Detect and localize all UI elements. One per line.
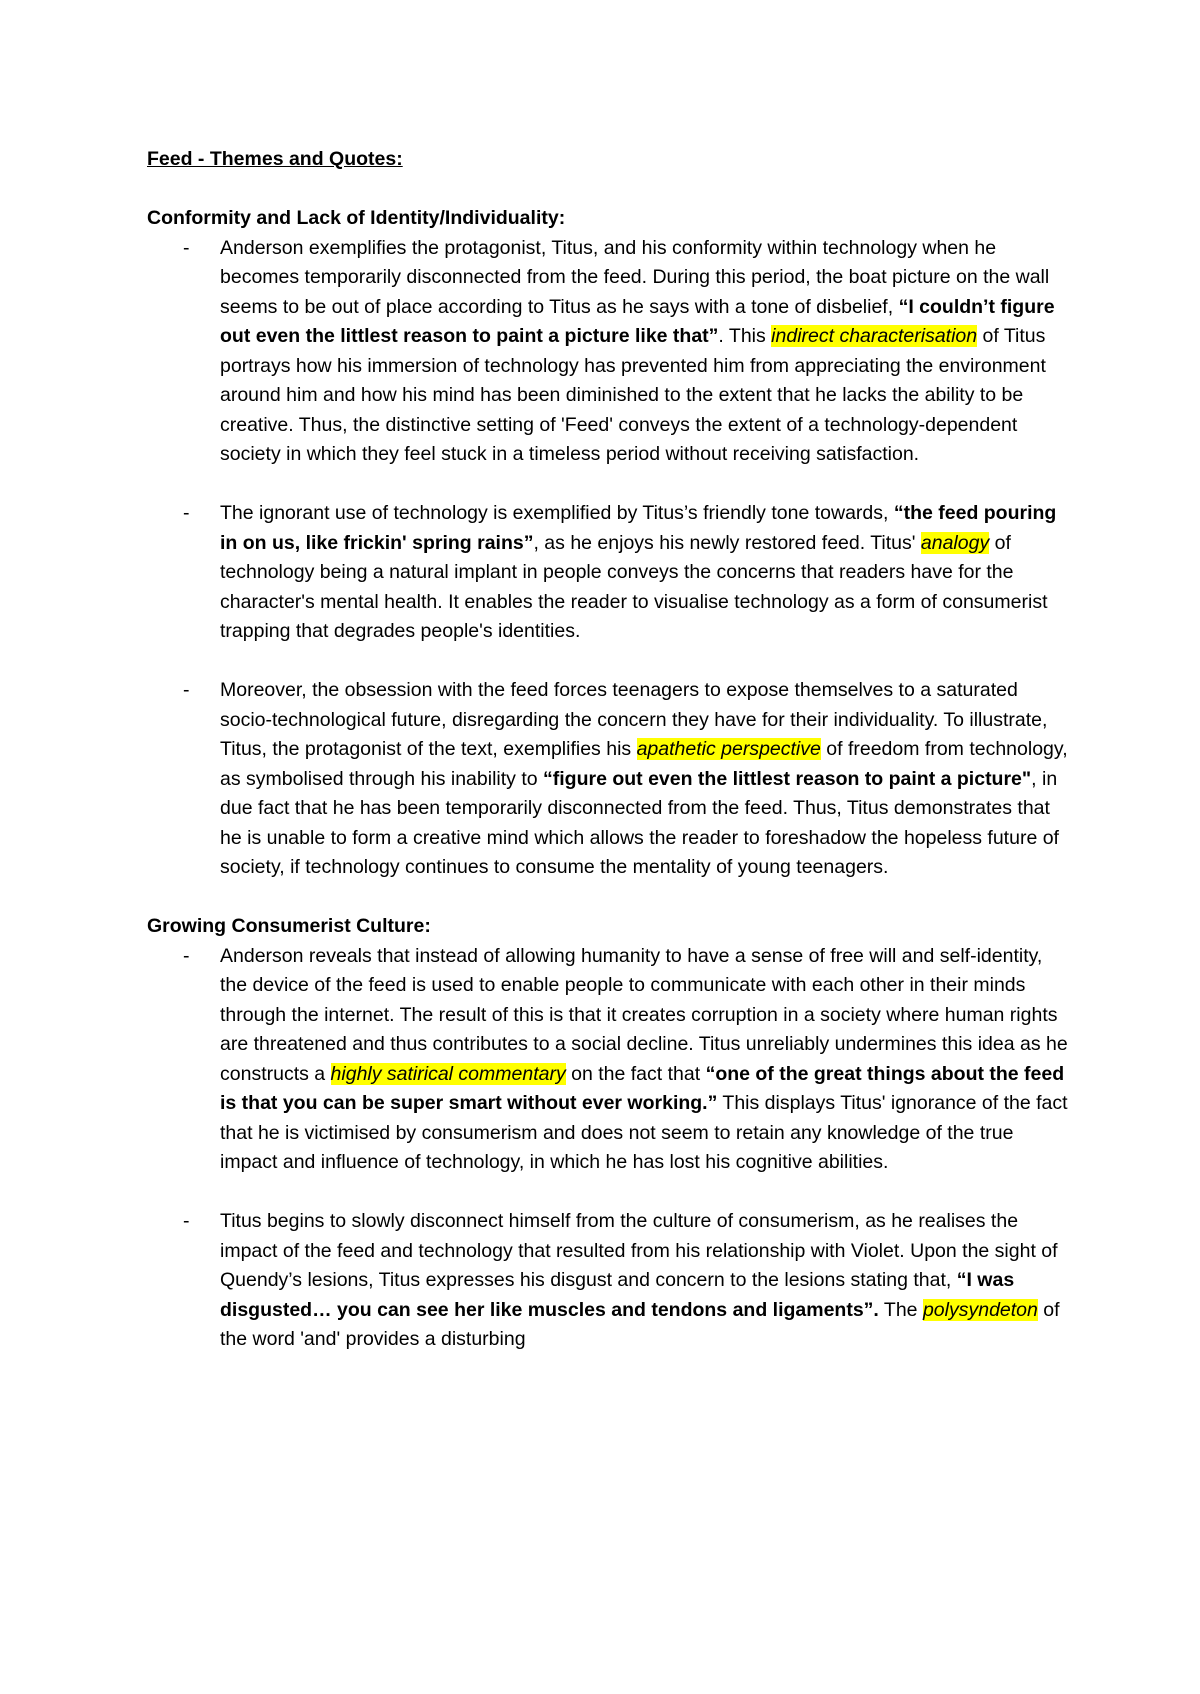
bullet-text: Titus begins to slowly disconnect himself from the culture of consumerism, as he realises the impact of the feed and technology that resulted from his relationship with Violet. Upon the sight of Quendy’s lesions, Titus expresses his disgust and concern to the lesions stating that, [220, 1210, 1058, 1291]
section-heading: Conformity and Lack of Identity/Individuality: [147, 207, 566, 229]
bold-quote: “I was disgusted… you can see her like muscles and tendons and ligaments”. [220, 1269, 1015, 1321]
bullet-marker: - [183, 236, 190, 259]
highlighted-term: indirect characterisation [771, 325, 978, 347]
bullet-text: Anderson reveals that instead of allowing humanity to have a sense of free will and self-identity, the device of the feed is used to enable people to communicate with each other in their minds through the internet. The result of this is that it creates corruption in a society where human rights are threatened and thus contributes to a social decline. Titus unreliably undermines this idea as he constructs a [220, 944, 1068, 1085]
section [147, 204, 1072, 883]
bold-quote: “I couldn’t figure out even the littlest reason to paint a picture like that” [220, 295, 1055, 347]
bullet-text: on the fact that [565, 1062, 706, 1085]
bullet-marker: - [183, 502, 190, 524]
bullet-text: , as he enjoys his newly restored feed. Titus' [533, 531, 921, 554]
bold-quote: “one of the great things about the feed is that you can be super smart without ever working.” [220, 1062, 1065, 1114]
bullet-text: . This [718, 325, 772, 347]
bold-quote: “the feed pouring in on us, like frickin' spring rains” [220, 502, 1057, 554]
bullet-text: This displays Titus' ignorance of the fact that he is victimised by consumerism and does not seem to retain any knowledge of the true impact and influence of technology, in which he has lost his cognitive abilities. [220, 1092, 1068, 1173]
document-title: Feed - Themes and Quotes: [147, 148, 403, 170]
section [147, 912, 1072, 1355]
bullet-text: of technology being a natural implant in people conveys the concerns that readers have for the character's mental health. It enables the reader to visualise technology as a form of consumerist trapping that degrades people's identities. [220, 531, 1048, 642]
bullet-list [147, 942, 1072, 1355]
bullet-marker: - [183, 944, 190, 967]
bullet-text: The ignorant use of technology is exemplified by Titus’s friendly tone towards, [220, 502, 894, 524]
section-heading: Growing Consumerist Culture: [147, 915, 431, 937]
sections-container [147, 204, 1072, 1355]
bullet-list [147, 234, 1072, 883]
highlighted-term: polysyndeton [922, 1298, 1038, 1321]
highlighted-term: highly satirical commentary [330, 1062, 566, 1085]
bullet-text: , in due fact that he has been temporarily disconnected from the feed. Thus, Titus demonstrates that he is unable to form a creative mind which allows the reader to foreshadow the hopeless future of society, if technology continues to consume the mentality of young teenagers. [220, 767, 1059, 878]
highlighted-term: analogy [920, 531, 990, 554]
bullet-text: of the word 'and' provides a disturbing [220, 1298, 1060, 1350]
bullet-item [147, 234, 1072, 470]
highlighted-term: apathetic perspective [636, 738, 821, 760]
bullet-text: The [878, 1298, 923, 1321]
bullet-text: Moreover, the obsession with the feed forces teenagers to expose themselves to a saturated socio-technological future, disregarding the concern they have for their individuality. To illustrate, Titus, the protagonist of the text, exemplifies his [220, 679, 1048, 760]
bullet-item [147, 942, 1072, 1178]
bullet-item [147, 676, 1072, 883]
bullet-item [147, 1207, 1072, 1355]
bullet-item [147, 499, 1072, 647]
bullet-marker: - [183, 679, 190, 701]
bold-quote: “figure out even the littlest reason to paint a picture" [543, 767, 1032, 790]
bullet-marker: - [183, 1210, 190, 1232]
document-body [147, 145, 1072, 1355]
bullet-text: Anderson exemplifies the protagonist, Titus, and his conformity within technology when he becomes temporarily disconnected from the feed. During this period, the boat picture on the wall seems to be out of place according to Titus as he says with a tone of disbelief, [220, 236, 1050, 318]
bullet-text: of freedom from technology, as symbolised through his inability to [220, 738, 1068, 790]
bullet-text: of Titus portrays how his immersion of technology has prevented him from appreciating the environment around him and how his mind has been diminished to the extent that he lacks the ability to be creative. Thus, the distinctive setting of 'Feed' conveys the extent of a technology-dependent society in which they feel stuck in a timeless period without receiving satisfaction. [220, 325, 1046, 465]
